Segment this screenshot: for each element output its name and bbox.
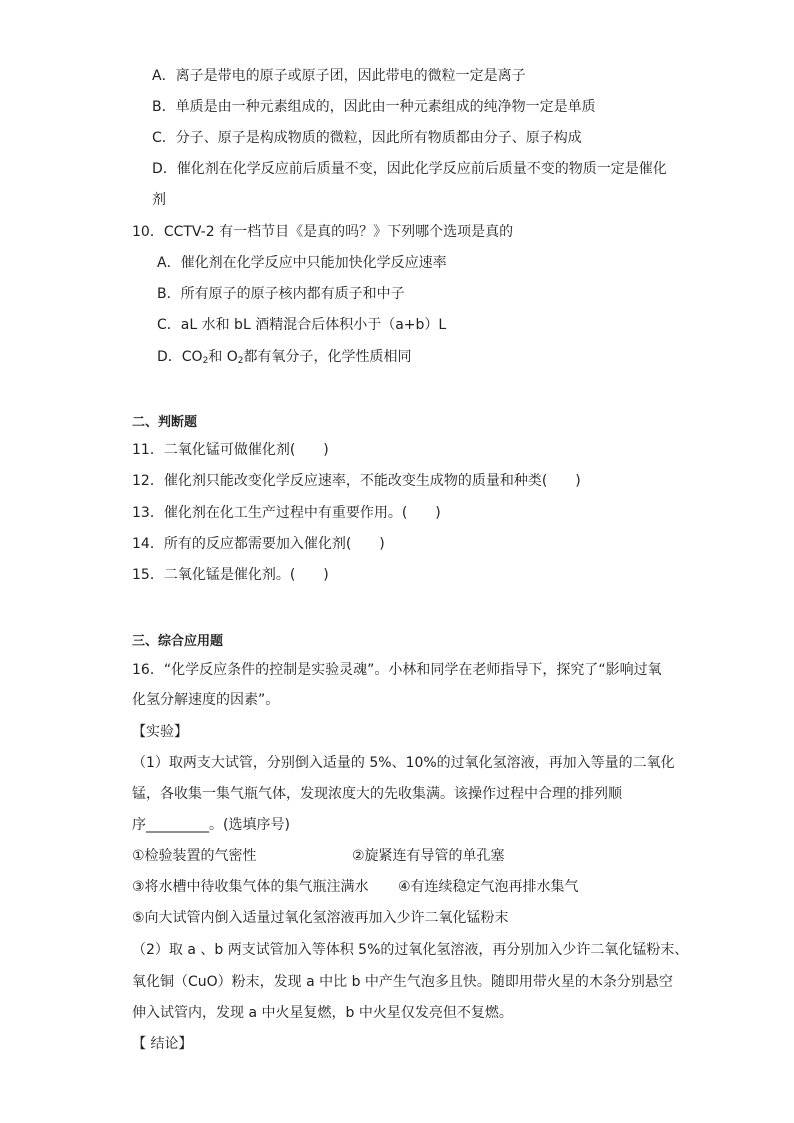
q9-option-d-continued: 剂 bbox=[152, 192, 166, 208]
part-1-line-2: 锰，各收集一集气瓶气体，发现浓度大的先收集满。该操作过程中合理的排列顺 bbox=[132, 786, 622, 802]
section-2-title: 二、判断题 bbox=[132, 415, 198, 430]
q9-option-a: A．离子是带电的原子或原子团，因此带电的微粒一定是离子 bbox=[152, 68, 526, 84]
q10-stem: 10．CCTV-2 有一档节目《是真的吗？》下列哪个选项是真的 bbox=[132, 224, 514, 240]
question-13: 13．催化剂在化工生产过程中有重要作用。( ) bbox=[132, 505, 441, 521]
experiment-heading: 【实验】 bbox=[132, 724, 188, 740]
step-option-4: ④有连续稳定气泡再排水集气 bbox=[398, 879, 579, 895]
section-3-title: 三、综合应用题 bbox=[132, 634, 224, 649]
conclusion-heading: 【 结论】 bbox=[132, 1036, 193, 1052]
question-15: 15．二氧化锰是催化剂。( ) bbox=[132, 567, 329, 583]
q10-option-d: D．$CO_2$和 $O_2$都有氧分子，化学性质相同 bbox=[157, 349, 412, 366]
step-option-2: ②旋紧连有导管的单孔塞 bbox=[352, 848, 505, 864]
step-option-1: ①检验装置的气密性 bbox=[132, 848, 257, 864]
q10-option-b: B．所有原子的原子核内都有质子和中子 bbox=[157, 286, 405, 302]
step-option-5: ⑤向大试管内倒入适量过氧化氢溶液再加入少许二氧化锰粉末 bbox=[132, 910, 509, 926]
part-1-answer-blank[interactable]: 序_________。(选填序号) bbox=[132, 817, 290, 833]
q9-option-c: C．分子、原子是构成物质的微粒，因此所有物质都由分子、原子构成 bbox=[152, 130, 582, 146]
part-2-line-1: （2）取 a 、b 两支试管加入等体积 5%的过氧化氢溶液，再分别加入少许二氧化锰粉末、 bbox=[132, 942, 689, 958]
question-11: 11．二氧化锰可做催化剂( ) bbox=[132, 442, 329, 458]
question-16-line-1: 16．“化学反应条件的控制是实验灵魂”。小林和同学在老师指导下，探究了“影响过氧 bbox=[132, 662, 662, 678]
q10-option-a: A．催化剂在化学反应中只能加快化学反应速率 bbox=[157, 255, 447, 271]
part-2-line-3: 伸入试管内，发现 a 中火星复燃，b 中火星仅发亮但不复燃。 bbox=[132, 1005, 513, 1021]
part-1-line-1: （1）取两支大试管，分别倒入适量的 5%、10%的过氧化氢溶液，再加入等量的二氧化 bbox=[132, 755, 675, 771]
q9-option-b: B．单质是由一种元素组成的，因此由一种元素组成的纯净物一定是单质 bbox=[152, 99, 596, 115]
question-12: 12．催化剂只能改变化学反应速率，不能改变生成物的质量和种类( ) bbox=[132, 473, 581, 489]
question-16-line-2: 化氢分解速度的因素”。 bbox=[132, 692, 280, 708]
q10-option-c: C．aL 水和 bL 酒精混合后体积小于（a+b）L bbox=[157, 317, 447, 333]
part-2-line-2: 氧化铜（CuO）粉末，发现 a 中比 b 中产生气泡多且快。随即用带火星的木条分别悬空 bbox=[132, 974, 673, 990]
question-14: 14．所有的反应都需要加入催化剂( ) bbox=[132, 536, 385, 552]
q9-option-d: D．催化剂在化学反应前后质量不变，因此化学反应前后质量不变的物质一定是催化 bbox=[152, 161, 667, 177]
step-option-3: ③将水槽中待收集气体的集气瓶注满水 bbox=[132, 879, 369, 895]
